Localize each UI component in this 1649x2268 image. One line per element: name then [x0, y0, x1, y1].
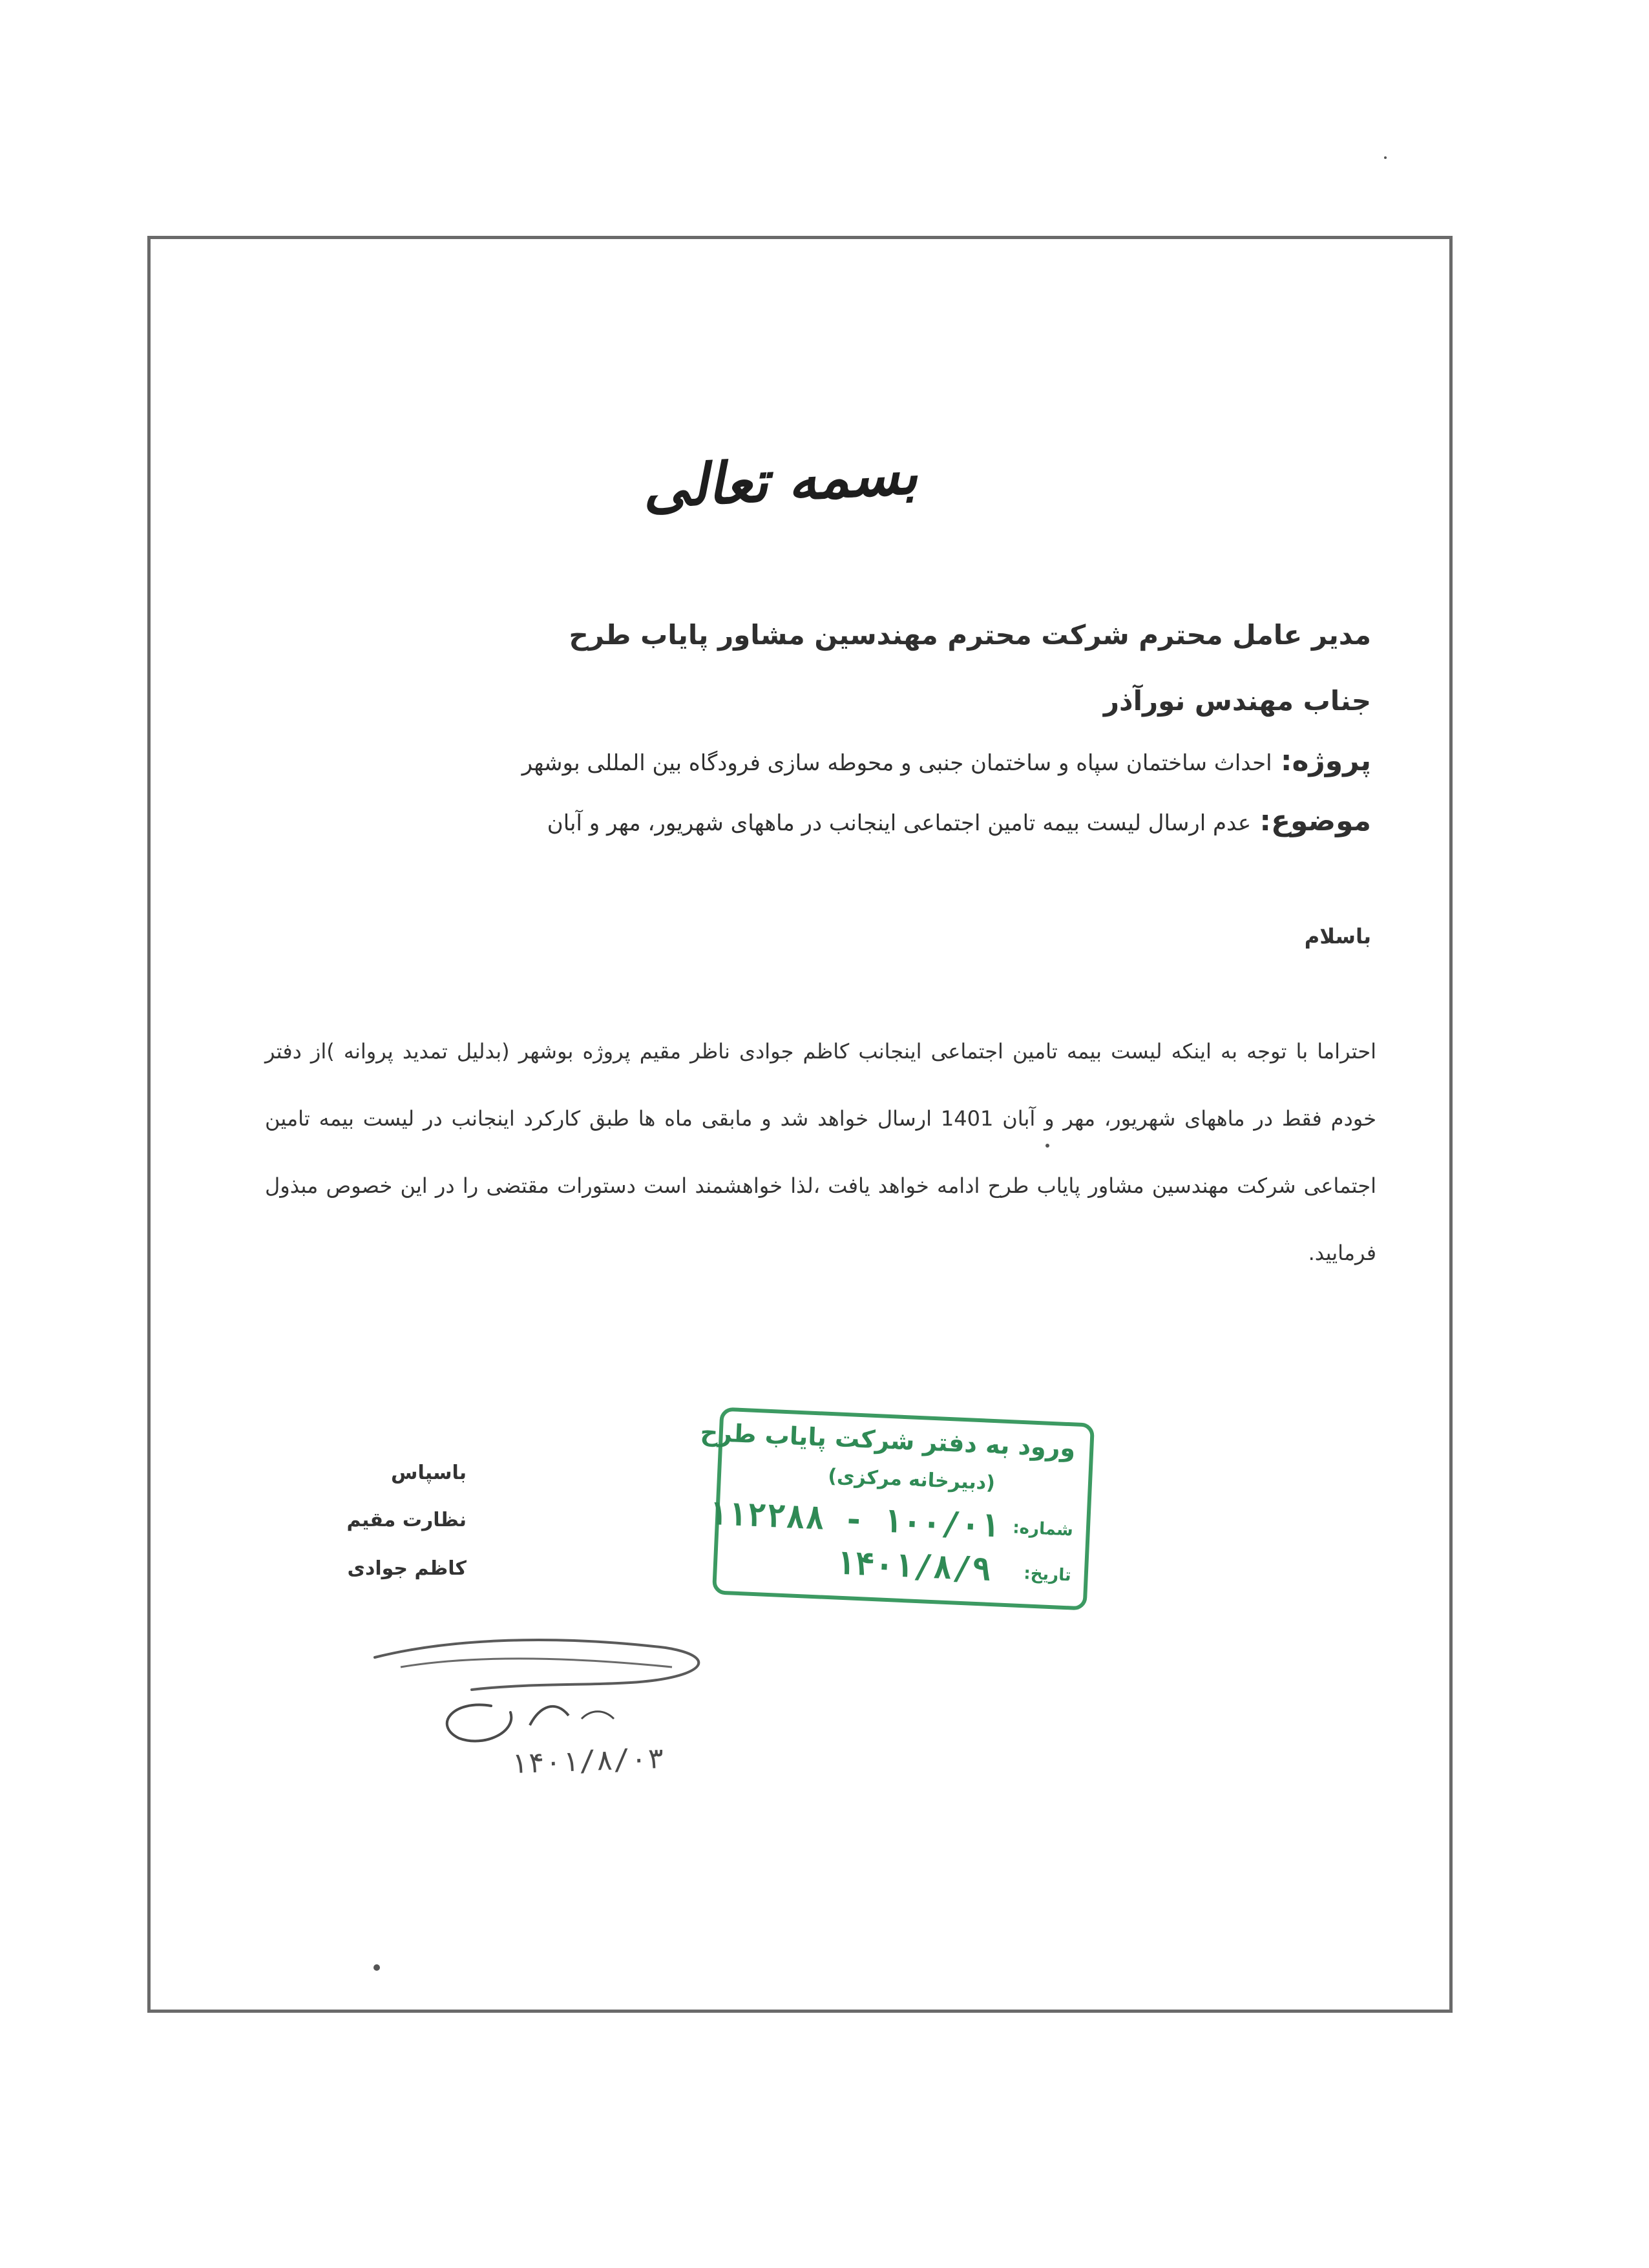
stamp-date-label: تاریخ:	[1023, 1564, 1072, 1586]
handwritten-signature	[362, 1628, 762, 1758]
recipient-line-1: مدیر عامل محترم شرکت محترم مهندسین مشاور پایاب طرح	[569, 619, 1371, 651]
subject-line	[547, 804, 1371, 837]
recipient-line-2: جناب مهندس نورآذر	[1103, 685, 1371, 717]
handwritten-date: ۱۴۰۱/۸/۰۳	[510, 1741, 666, 1781]
basmala: بسمه تعالی	[640, 439, 919, 521]
letter-body: احتراما با توجه به اینکه لیست بیمه تامین اجتماعی اینجانب کاظم جوادی ناظر مقیم پروژه بوشهر (بدلیل تمدید پروانه )از دفتر خودم فقط در ماههای شهریور، مهر و آبان 1401 ارسال خواهد شد و مابقی ماه ها طبق کارکرد اینجانب در لیست بیمه تامین اجتماعی شرکت مهندسین مشاور پایاب طرح ادامه خواهد یافت ،لذا خواهشمند است دستورات مقتضی را در این خصوص مبذول فرمایید.	[265, 1039, 1377, 1265]
receipt-stamp	[699, 1407, 1095, 1610]
signer-name: کاظم جوادی	[347, 1557, 467, 1580]
salutation: باسلام	[1304, 924, 1371, 949]
subject-value: عدم ارسال لیست بیمه تامین اجتماعی اینجانب در ماههای شهریور، مهر و آبان	[547, 810, 1252, 836]
project-value: احداث ساختمان سپاه و ساختمان جنبی و محوطه سازی فرودگاه بین المللی بوشهر	[521, 750, 1272, 776]
signer-title: نظارت مقیم	[346, 1509, 467, 1531]
stamp-subtitle: (دبیرخانه مرکزی)	[827, 1464, 996, 1495]
paper-speck	[1045, 1144, 1049, 1148]
project-label: پروژه:	[1280, 744, 1371, 777]
stamp-number-value: ۱۰۰/۰۱ - ۱۱۲۲۸۸	[707, 1494, 1001, 1545]
stamp-title: ورود به دفتر شرکت پایاب طرح	[699, 1418, 1077, 1463]
paper-speck	[373, 1964, 380, 1971]
stamp-date-value: ۱۴۰۱/۸/۹	[835, 1544, 993, 1588]
project-line	[522, 744, 1371, 777]
closing: باسپاس	[391, 1462, 467, 1484]
subject-label: موضوع:	[1259, 804, 1371, 837]
paper-speck	[1384, 156, 1387, 159]
stamp-number-label: شماره:	[1012, 1518, 1074, 1540]
